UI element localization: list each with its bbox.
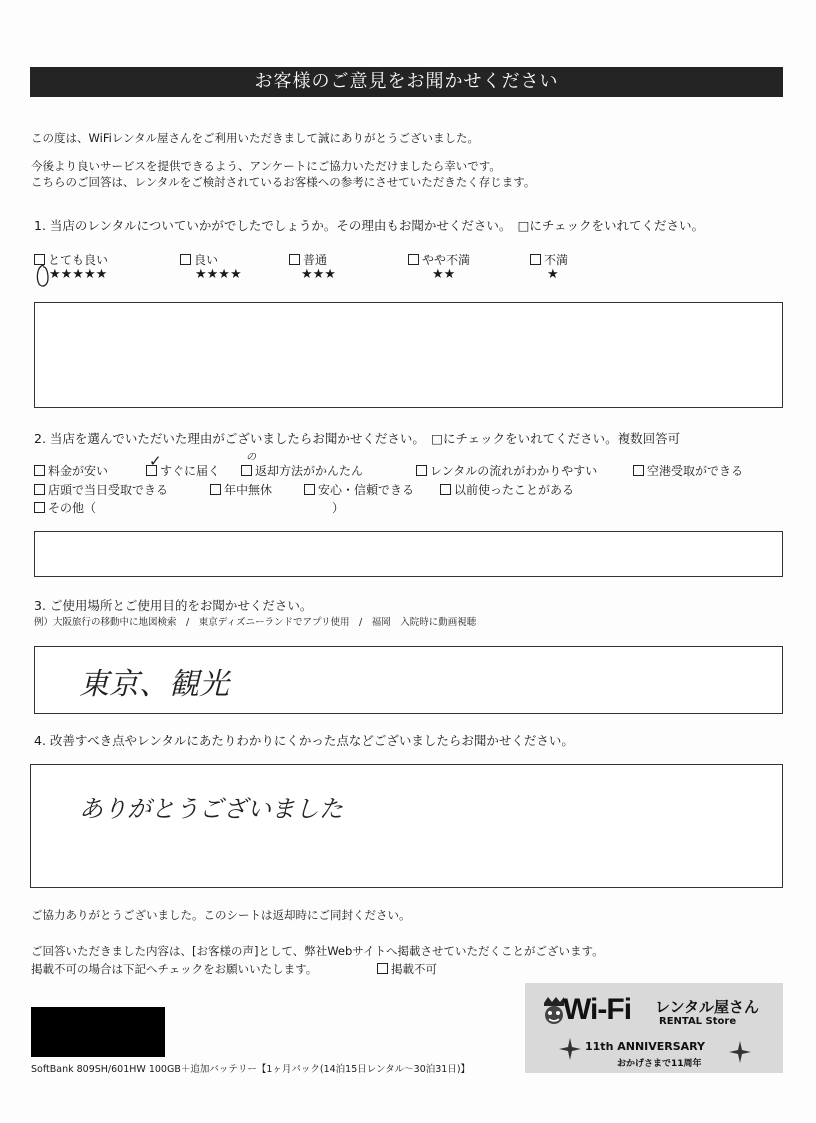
q2-option-airport-pickup[interactable] <box>633 462 743 479</box>
logo-wifi: Wi-Fi <box>563 993 632 1026</box>
handwritten-note: の <box>246 452 256 463</box>
q2-option-open-all-year[interactable] <box>210 481 272 498</box>
opt-out-label: 掲載不可 <box>391 962 437 976</box>
handwritten-check-mark: ✓ <box>149 452 162 470</box>
option-label: とても良い <box>48 253 109 267</box>
q2-option-clear-process[interactable] <box>416 462 597 479</box>
option-label: 不満 <box>544 253 569 267</box>
q2-other-close-paren: ） <box>332 501 345 515</box>
intro-line-2: 今後より良いサービスを提供できるよう、アンケートにご協力いただけましたら幸いです。 <box>31 159 501 173</box>
q2-option-used-before[interactable] <box>440 481 574 498</box>
q3-answer-box[interactable] <box>34 646 783 714</box>
checkbox[interactable] <box>530 254 541 265</box>
closing-line-1: ご協力ありがとうございました。このシートは返却時にご同封ください。 <box>31 908 411 922</box>
redacted-block <box>31 1007 165 1057</box>
logo-anniversary: 11th ANNIVERSARY <box>585 1040 706 1053</box>
option-label: 普通 <box>303 253 328 267</box>
q2-option-same-day-store[interactable] <box>34 481 168 498</box>
closing-line-3: 掲載不可の場合は下記へチェックをお願いいたします。 <box>31 962 318 976</box>
checkbox[interactable] <box>241 465 252 476</box>
checkbox[interactable] <box>180 254 191 265</box>
checkbox[interactable] <box>377 963 388 974</box>
option-label: レンタルの流れがわかりやすい <box>430 464 598 478</box>
logo-rental-store: RENTAL Store <box>659 1016 737 1027</box>
q2-option-easy-return[interactable] <box>241 462 363 479</box>
checkbox[interactable] <box>408 254 419 265</box>
q1-option-good[interactable] <box>180 251 218 268</box>
checkbox[interactable] <box>34 502 45 513</box>
checkbox[interactable] <box>210 484 221 495</box>
sparkle-icon <box>729 1041 751 1063</box>
checkbox[interactable] <box>633 465 644 476</box>
q1-stars-3: ★★★ <box>301 267 336 282</box>
q1-option-dissatisfied[interactable] <box>530 251 568 268</box>
checkbox[interactable] <box>304 484 315 495</box>
q4-handwritten-answer: ありがとうございました <box>79 795 343 823</box>
intro-line-3: こちらのご回答は、レンタルをご検討されているお客様への参考にさせていただきたく存じます。 <box>31 175 536 189</box>
q2-option-cheap[interactable] <box>34 462 108 479</box>
checkbox[interactable] <box>289 254 300 265</box>
option-label: 年中無休 <box>224 483 273 497</box>
q2-option-other[interactable] <box>34 499 96 516</box>
checkbox[interactable] <box>34 465 45 476</box>
q2-answer-box[interactable] <box>34 531 783 577</box>
store-logo <box>525 983 783 1073</box>
option-label: 空港受取ができる <box>647 464 744 478</box>
option-label: 安心・信頼できる <box>318 483 415 497</box>
question-3: 3. ご使用場所とご使用目的をお聞かせください。 <box>34 598 313 613</box>
option-label: 以前使ったことがある <box>454 483 575 497</box>
sparkle-icon <box>559 1038 581 1060</box>
option-label: 良い <box>194 253 219 267</box>
q1-answer-box[interactable] <box>34 302 783 408</box>
option-label: やや不満 <box>422 253 471 267</box>
q2-option-trustworthy[interactable] <box>304 481 414 498</box>
question-4: 4. 改善すべき点やレンタルにあたりわかりにくかった点などございましたらお聞かせください。 <box>34 733 574 748</box>
question-2: 2. 当店を選んでいただいた理由がございましたらお聞かせください。 □にチェックをいれてください。複数回答可 <box>34 431 681 446</box>
q1-stars-2: ★★ <box>432 267 456 282</box>
q1-stars-1: ★ <box>547 267 559 282</box>
q1-option-somewhat-dissatisfied[interactable] <box>408 251 470 268</box>
checkbox[interactable] <box>416 465 427 476</box>
question-3-example: 例）大阪旅行の移動中に地図検索 / 東京ディズニーランドでアプリ使用 / 福岡 入院時に動画視聴 <box>34 617 477 628</box>
q3-handwritten-answer: 東京、観光 <box>79 667 229 702</box>
option-label: 料金が安い <box>48 464 109 478</box>
option-label: 返却方法がかんたん <box>255 464 364 478</box>
logo-shop-name: レンタル屋さん <box>655 998 760 1016</box>
option-label: その他（ <box>48 501 97 515</box>
rental-info: SoftBank 809SH/601HW 100GB＋追加バッテリー【1ヶ月パック(14泊15日レンタル～30泊31日)】 <box>31 1064 471 1075</box>
q1-stars-4: ★★★★ <box>195 267 242 282</box>
closing-line-2: ご回答いただきました内容は、[お客様の声]として、弊社Webサイトへ掲載させていただくことがございます。 <box>31 944 604 958</box>
page-title: お客様のご意見をお聞かせください <box>30 67 783 97</box>
q1-option-average[interactable] <box>289 251 327 268</box>
q4-answer-box[interactable] <box>30 764 783 888</box>
option-label: すぐに届く <box>160 464 221 478</box>
checkbox[interactable] <box>440 484 451 495</box>
q1-stars-5: ★★★★★ <box>49 267 108 282</box>
option-label: 店頭で当日受取できる <box>48 483 169 497</box>
question-1: 1. 当店のレンタルについていかがでしたでしょうか。その理由もお聞かせください。 □にチェックをいれてください。 <box>34 218 705 233</box>
intro-line-1: この度は、WiFiレンタル屋さんをご利用いただきまして誠にありがとうございました。 <box>31 131 480 145</box>
logo-thanks: おかげさまで11周年 <box>617 1059 702 1069</box>
handwritten-circle-mark <box>34 262 54 288</box>
checkbox[interactable] <box>34 484 45 495</box>
opt-out-checkbox[interactable] <box>377 961 437 977</box>
